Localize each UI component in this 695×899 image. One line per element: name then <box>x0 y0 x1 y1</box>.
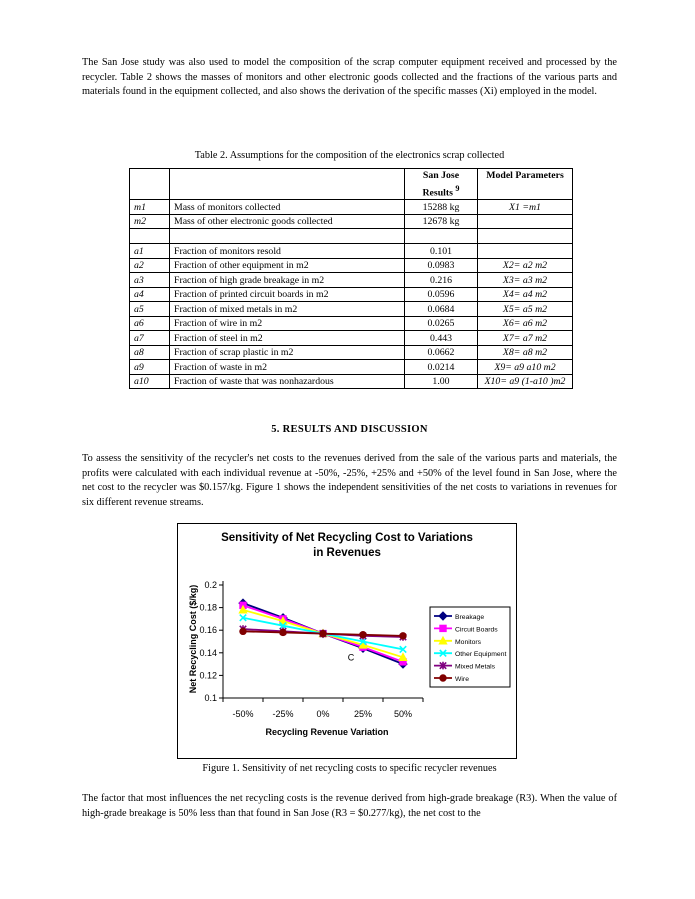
table-row: a2 Fraction of other equipment in m2 0.0983 X2= a2 m2 <box>130 258 573 273</box>
chart-title-line2: in Revenues <box>313 547 381 559</box>
header-san-jose-results: San Jose Results $^9$ <box>405 169 478 200</box>
y-tick-label: 0.1 <box>204 693 217 703</box>
table-row: a10 Fraction of waste that was nonhazardous 1.00 X10= a9 (1-a10 )m2 <box>130 374 573 389</box>
x-tick-label: 0% <box>316 709 330 719</box>
legend-label: Other Equipment <box>455 651 507 659</box>
table-row: a1 Fraction of monitors resold 0.101 <box>130 244 573 259</box>
chart-legend <box>430 607 510 687</box>
table-row: m2 Mass of other electronic goods collected 12678 kg <box>130 214 573 229</box>
data-point <box>440 625 446 631</box>
table-row: a5 Fraction of mixed metals in m2 0.0684 X5= a5 m2 <box>130 302 573 317</box>
sensitivity-chart <box>177 523 517 759</box>
assumptions-table <box>129 168 573 389</box>
data-point <box>280 629 286 635</box>
data-point <box>320 630 326 636</box>
data-point <box>400 633 406 639</box>
legend-label: Monitors <box>455 638 482 646</box>
legend-label: Circuit Boards <box>455 626 498 634</box>
x-tick-label: -25% <box>272 709 294 719</box>
chart-annotation: C <box>347 652 355 663</box>
y-tick-label: 0.18 <box>199 602 217 613</box>
legend-label: Breakage <box>455 614 485 621</box>
table-row: a6 Fraction of wire in m2 0.0265 X6= a6 m2 <box>130 316 573 331</box>
chart-title-line1: Sensitivity of Net Recycling Cost to Variations <box>221 532 473 544</box>
table-row: a8 Fraction of scrap plastic in m2 0.0662 X8= a8 m2 <box>130 345 573 360</box>
data-point <box>440 675 446 681</box>
y-tick-label: 0.12 <box>199 670 217 681</box>
x-tick-label: 50% <box>393 709 413 719</box>
data-point <box>360 632 366 638</box>
table-caption: Table 2. Assumptions for the composition of the electronics scrap collected <box>194 150 505 161</box>
x-axis-label: Recycling Revenue Variation <box>265 727 389 737</box>
table-row: a7 Fraction of steel in m2 0.443 X7= a7 m2 <box>130 331 573 346</box>
table-spacer-row <box>130 229 573 244</box>
table-header-row <box>130 169 573 200</box>
header-model-parameters: Model Parameters <box>478 169 573 200</box>
intro-paragraph: The San Jose study was also used to model the composition of the scrap computer equipment received and processed by the recycler. Table 2 shows the masses of monitors and other electronic goods collected and the fractions of the various parts and materials found in the equipment collected, and also shows the derivation of the specific masses (Xi) employed in the model. <box>82 57 617 98</box>
y-tick-label: 0.16 <box>199 625 217 636</box>
legend-label: Mixed Metals <box>455 663 496 671</box>
final-paragraph: The factor that most influences the net recycling costs is the revenue derived from high-grade breakage (R3). When the value of high-grade breakage is 50% less than that found in San Jose (R3 = $0.277/kg), the net cost to the <box>82 793 617 819</box>
y-axis-label: Net Recycling Cost ($/kg) <box>188 584 198 694</box>
x-tick-label: 25% <box>353 709 373 719</box>
y-tick-label: 0.2 <box>204 580 217 590</box>
figure-caption: Figure 1. Sensitivity of net recycling costs to specific recycler revenues <box>202 763 497 774</box>
results-paragraph: To assess the sensitivity of the recycler's net costs to the revenues derived from the sale of the various parts and materials, the profits were calculated with each individual revenue at -50%, -25%, +25% and +50% of the level found in San Jose, where the net cost to the recycler was $0.157/kg. Figure 1 shows the independent sensitivities of the net costs to variations in revenues for six different revenue streams. <box>82 453 617 508</box>
x-tick-label: -50% <box>232 709 254 719</box>
table-row: a9 Fraction of waste in m2 0.0214 X9= a9 a10 m2 <box>130 360 573 375</box>
section-heading: 5. RESULTS AND DISCUSSION <box>271 424 428 435</box>
y-tick-label: 0.14 <box>199 647 217 658</box>
data-point <box>240 628 246 634</box>
legend-label: Wire <box>455 676 469 683</box>
table-row: a3 Fraction of high grade breakage in m2 0.216 X3= a3 m2 <box>130 273 573 288</box>
table-row: m1 Mass of monitors collected 15288 kg X1 =m1 <box>130 200 573 215</box>
table-row: a4 Fraction of printed circuit boards in m2 0.0596 X4= a4 m2 <box>130 287 573 302</box>
